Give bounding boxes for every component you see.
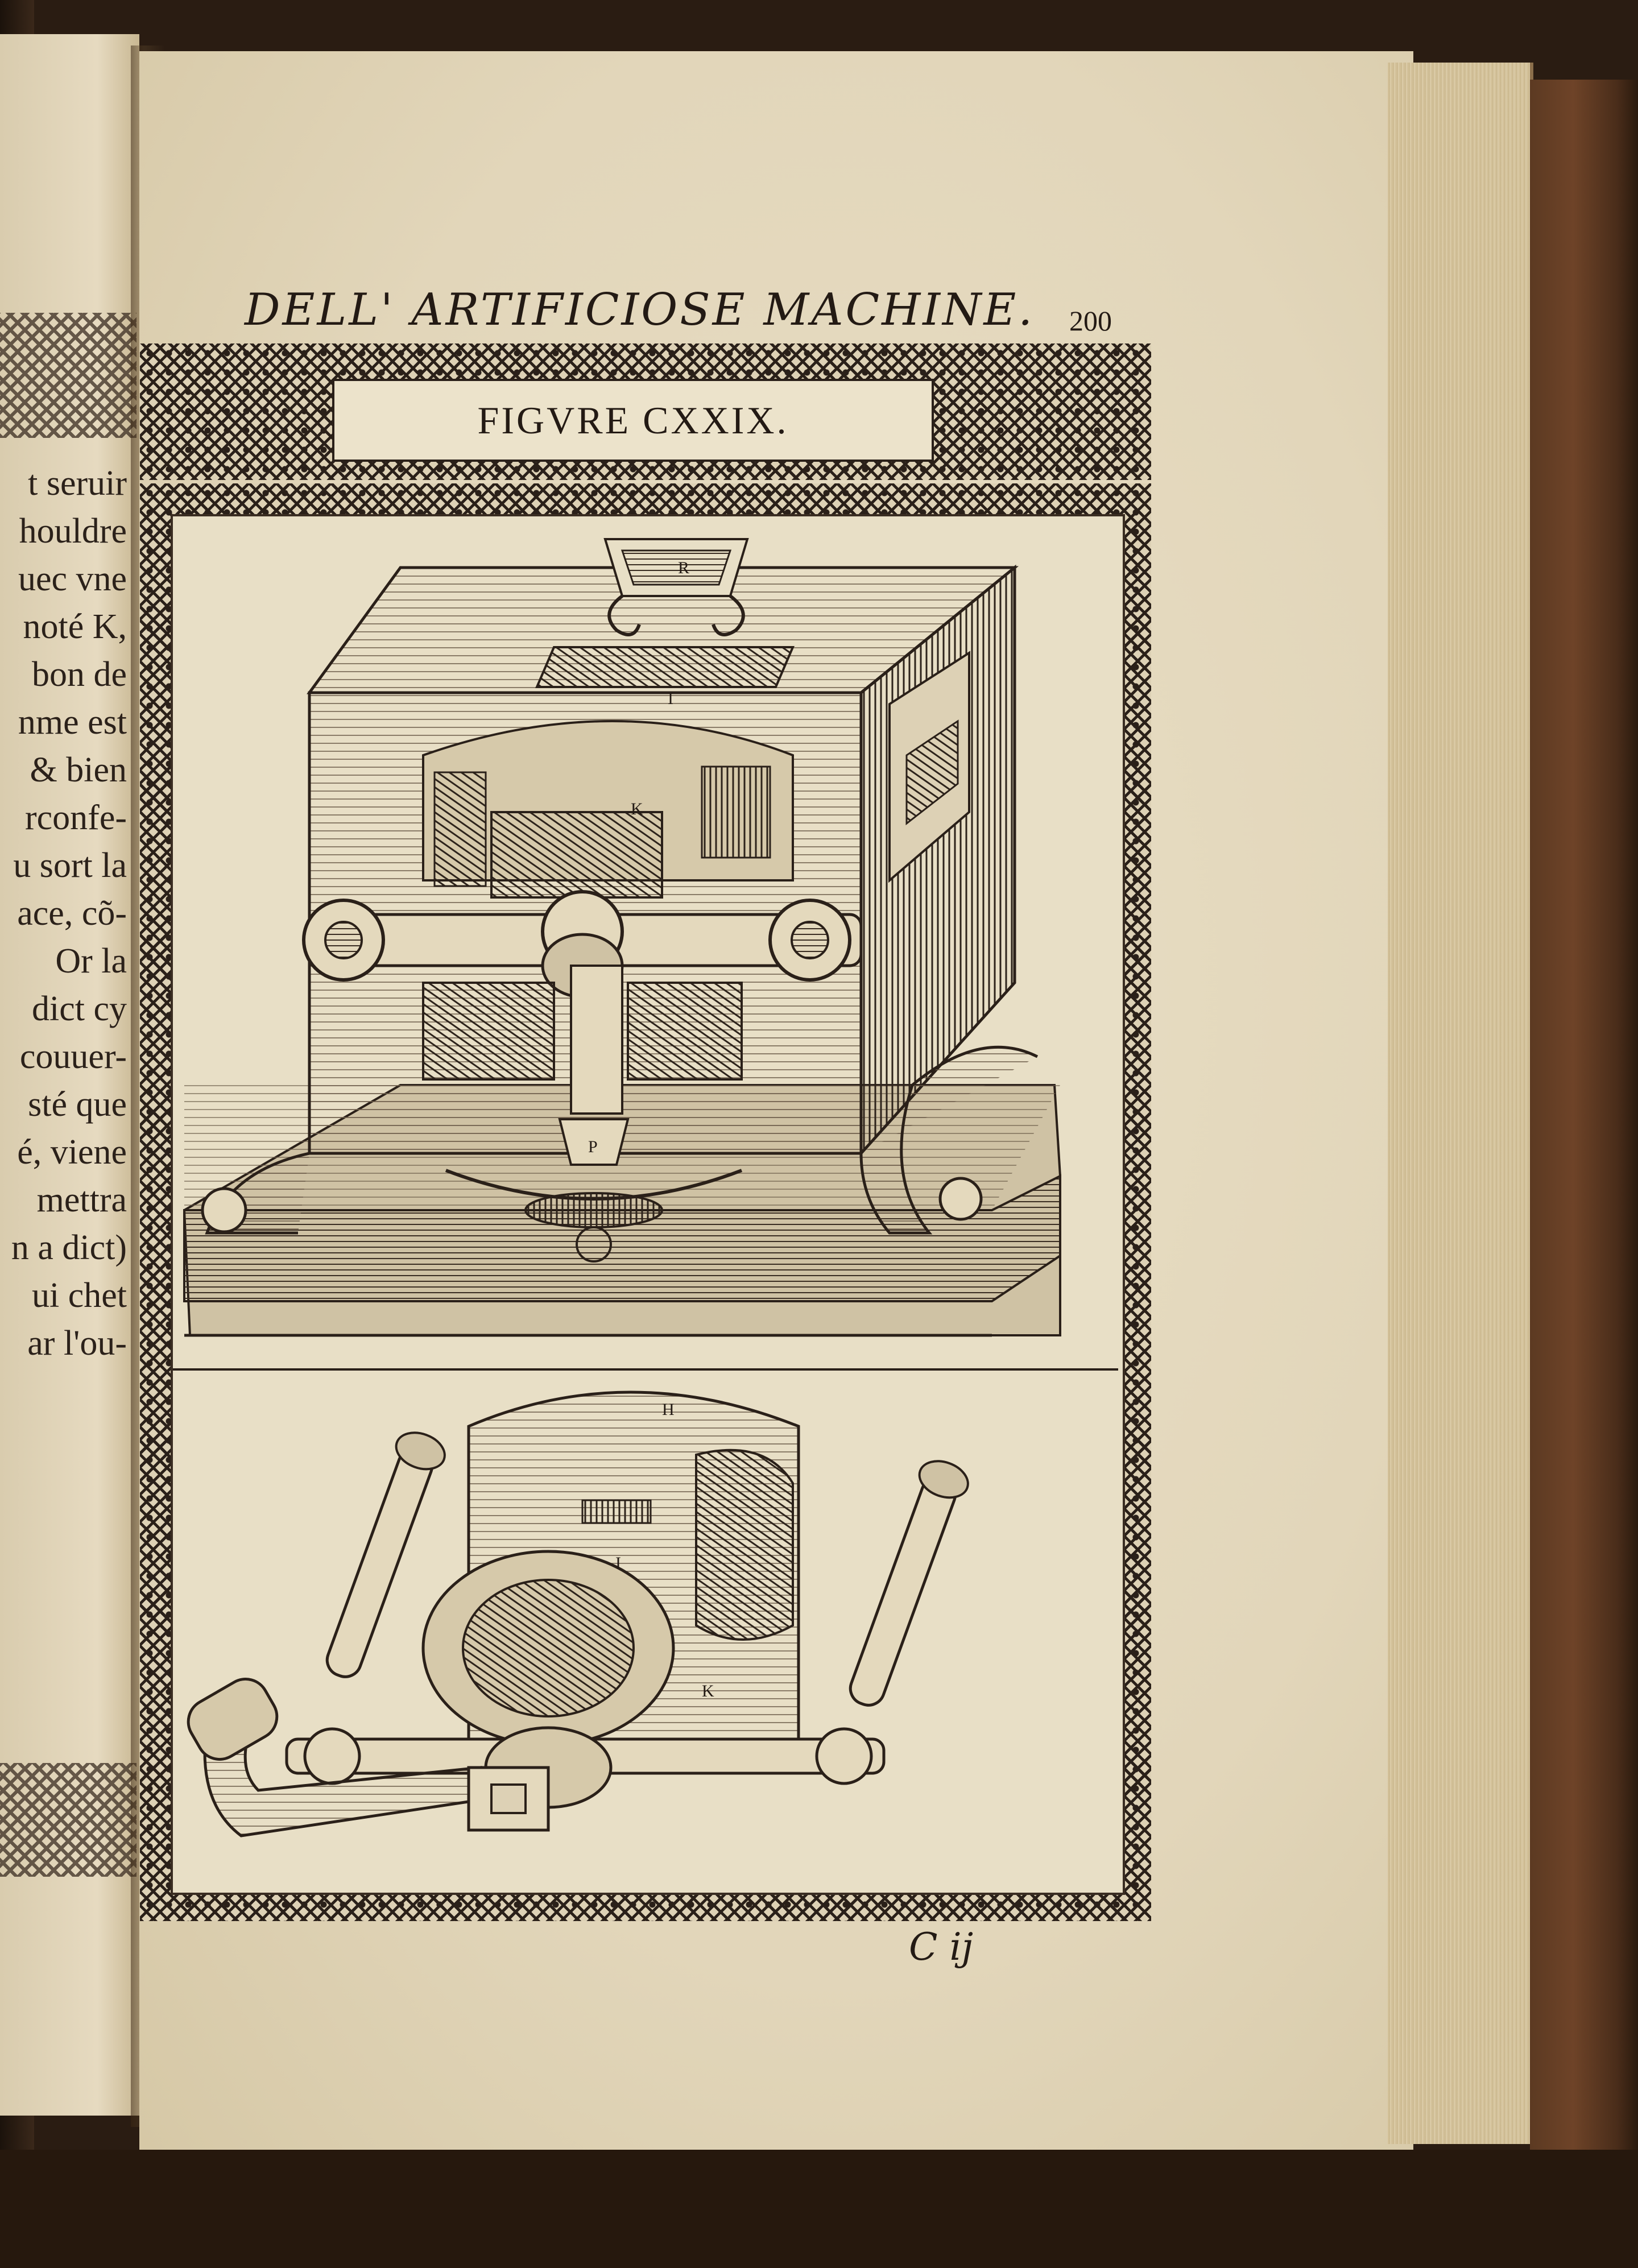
left-page-text-line: sté que [28,1085,127,1124]
left-page-text-line: u sort la [13,846,127,885]
label-I-lower: I [615,1554,621,1572]
label-I-upper: I [668,689,673,708]
left-page-text-line: t seruir [28,464,127,503]
page-edges [1388,63,1533,2144]
label-H: H [662,1400,675,1419]
label-R: R [678,558,690,577]
book-cover-bottom [0,2150,1638,2268]
left-page-ornamental-border-bottom [0,1763,136,1877]
left-page-text-line: nme est [18,703,127,742]
lower-machine [180,1392,973,1836]
running-head: DELL' ARTIFICIOSE MACHINE. [245,284,1035,336]
book-cover-right [1530,80,1638,2150]
left-page-text-line: n a dict) [11,1228,127,1267]
figure-title: FIGVRE CXXIX. [332,379,934,462]
page-number: 200 [1069,305,1112,337]
left-page-ornamental-border-top [0,313,136,438]
label-K-lower: K [702,1682,714,1700]
upper-machine [184,539,1060,1335]
left-page-text-line: mettra [36,1181,127,1219]
left-page-text-line: uec vne [18,560,127,598]
left-page-text-line: & bien [30,751,127,789]
left-page-text-line: dict cy [32,990,127,1028]
machine-engraving [173,516,1118,1888]
signature-mark: C ij [909,1925,974,1969]
left-page-text-line: bon de [31,655,127,694]
label-P: P [588,1137,598,1156]
left-page-text-line: rconfe- [25,798,127,837]
left-page-text-line: ar l'ou- [27,1324,127,1363]
left-page-text-line: couuer- [19,1037,127,1076]
label-K-upper: K [631,800,643,818]
left-page [0,34,139,2116]
left-page-text-line: houldre [19,512,127,551]
left-page-text-line: ace, cõ- [17,894,127,933]
left-page-text-line: Or la [55,942,127,980]
left-page-text-line: noté K, [23,607,127,646]
left-page-text-line: é, viene [17,1133,127,1172]
left-page-text-line: ui chet [32,1276,127,1315]
